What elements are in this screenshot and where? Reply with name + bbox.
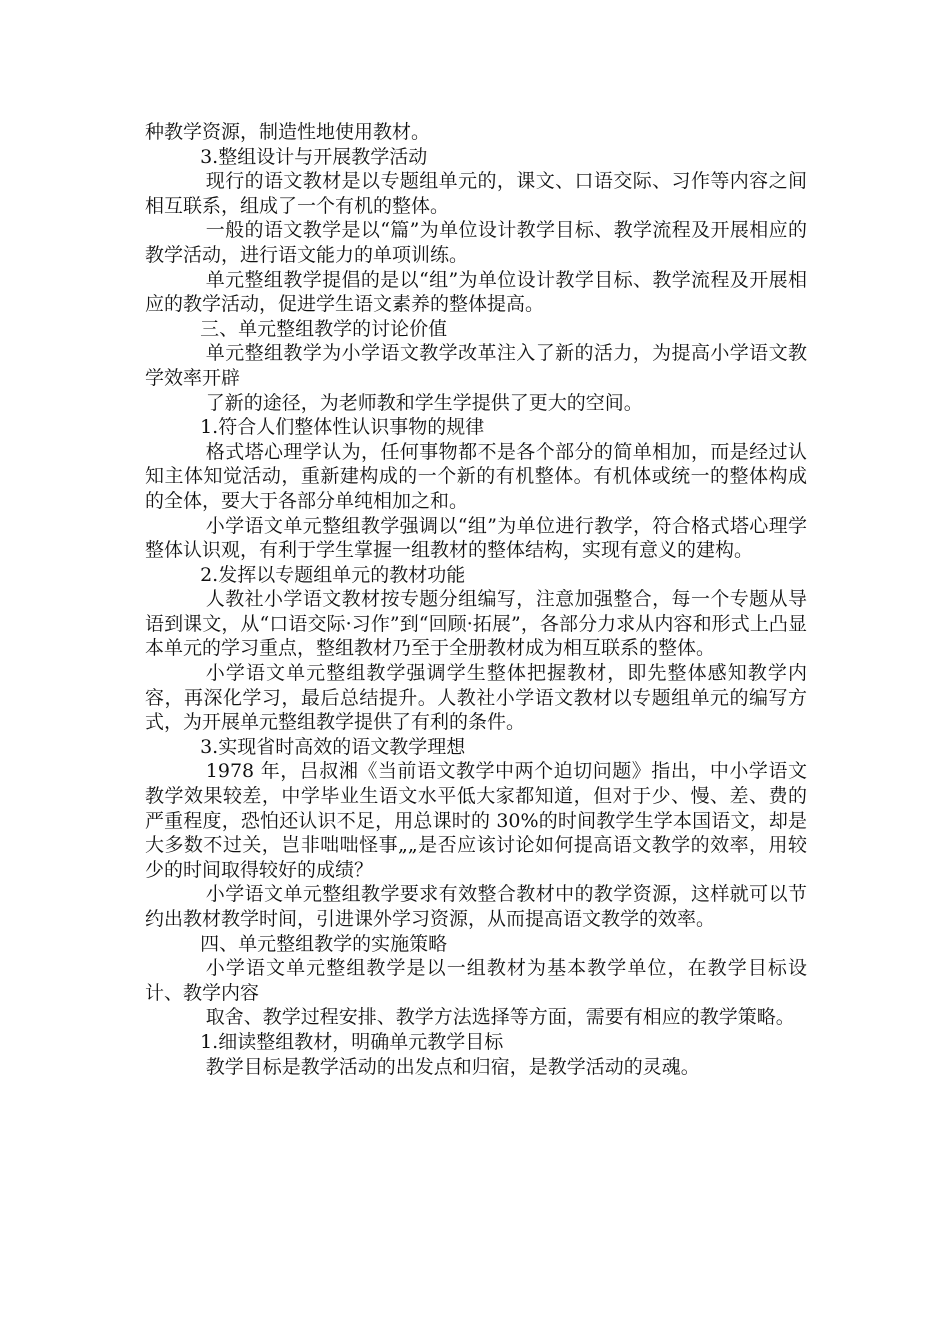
- section-heading-implementation-strategy: 四、单元整组教学的实施策略: [200, 932, 448, 955]
- paragraph: 小学语文单元整组教学强调学生整体把握教材，即先整体感知教学内容，再深化学习，最后总结提升。人教社小学语文教材以专题组单元的编写方式，为开展单元整组教学提供了有利的条件。: [145, 662, 807, 734]
- paragraph: 了新的途径，为老师教和学生学提供了更大的空间。: [205, 391, 643, 414]
- paragraph: 一般的语文教学是以“篇”为单位设计教学目标、教学流程及开展相应的教学活动，进行语文能力的单项训练。: [145, 219, 807, 266]
- section-heading-2-textbook-function: 2.发挥以专题组单元的教材功能: [200, 563, 466, 586]
- paragraph: 格式塔心理学认为，任何事物都不是各个部分的简单相加，而是经过认知主体知觉活动，重新建构成的一个新的有机整体。有机体或统一的整体构成的全体，要大于各部分单纯相加之和。: [145, 440, 807, 512]
- paragraph: 现行的语文教材是以专题组单元的，课文、口语交际、习作等内容之间相互联系，组成了一个有机的整体。: [145, 170, 807, 217]
- paragraph: 取舍、教学过程安排、教学方法选择等方面，需要有相应的教学策略。: [205, 1006, 795, 1029]
- paragraph-continuation: 种教学资源，制造性地使用教材。: [145, 121, 431, 143]
- section-heading-discussion-value: 三、单元整组教学的讨论价值: [200, 317, 448, 340]
- paragraph: 单元整组教学为小学语文教学改革注入了新的活力，为提高小学语文教学效率开辟: [145, 342, 807, 389]
- paragraph: 教学目标是教学活动的出发点和归宿，是教学活动的灵魂。: [205, 1055, 700, 1078]
- paragraph: 人教社小学语文教材按专题分组编写，注意加强整合，每一个专题从导语到课文，从“口语交际·习作”到“回顾·拓展”，各部分力求从内容和形式上凸显本单元的学习重点，整组教材乃至于全册教材成为相互联系的整体。: [145, 588, 807, 660]
- section-heading-1-cognition-law: 1.符合人们整体性认识事物的规律: [200, 416, 485, 439]
- section-heading-3-grouped-design: 3.整组设计与开展教学活动: [200, 145, 428, 168]
- document-page: [145, 120, 807, 1079]
- paragraph: 小学语文单元整组教学是以一组教材为基本教学单位，在教学目标设计、教学内容: [145, 957, 807, 1004]
- paragraph: 1978 年，吕叔湘《当前语文教学中两个迫切问题》指出，中小学语文教学效果较差，中学毕业生语文水平低大家都知道，但对于少、慢、差、费的严重程度，恐怕还认识不足，用总课时的 30%的时间教学生学本国语文，却是大多数不过关，岂非咄咄怪事„„是否应该讨论如何提高语文教学的效率，用较少的时间取得较好的成绩？: [145, 760, 807, 881]
- section-heading-3-efficiency-ideal: 3.实现省时高效的语文教学理想: [200, 735, 466, 758]
- paragraph: 小学语文单元整组教学要求有效整合教材中的教学资源，这样就可以节约出教材教学时间，引进课外学习资源，从而提高语文教学的效率。: [145, 883, 807, 930]
- section-heading-1-read-textbook: 1.细读整组教材，明确单元教学目标: [200, 1030, 504, 1053]
- paragraph: 小学语文单元整组教学强调以“组”为单位进行教学，符合格式塔心理学整体认识观，有利于学生掌握一组教材的整体结构，实现有意义的建构。: [145, 514, 807, 562]
- paragraph: 单元整组教学提倡的是以“组”为单位设计教学目标、教学流程及开展相应的教学活动，促进学生语文素养的整体提高。: [145, 268, 807, 316]
